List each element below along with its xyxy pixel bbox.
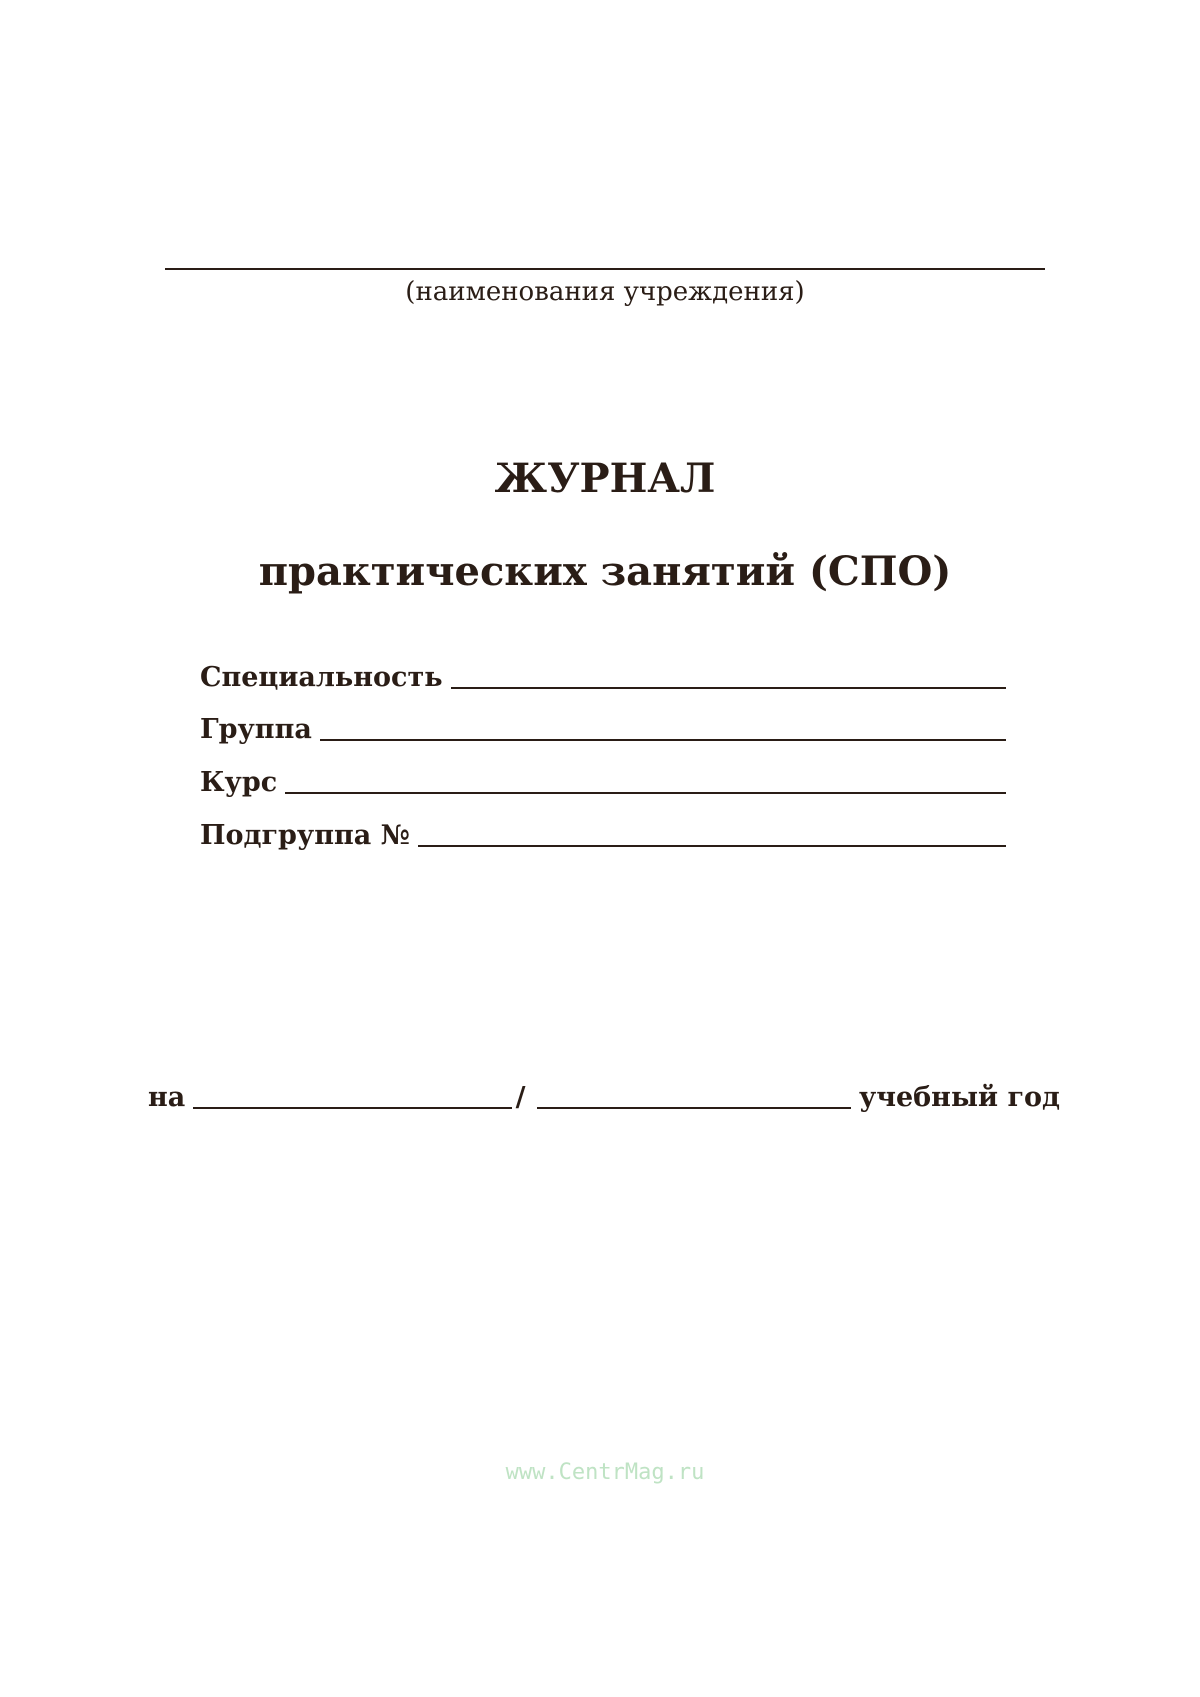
field-group (200, 707, 1006, 747)
field-label-subgroup: Подгруппа № (200, 820, 410, 851)
academic-year-prefix: на (148, 1082, 186, 1113)
journal-subtitle: практических занятий (СПО) (258, 548, 952, 595)
field-specialty (200, 655, 1006, 695)
academic-year-suffix: учебный год (858, 1082, 1060, 1113)
field-label-specialty: Специальность (200, 662, 443, 693)
academic-year-start-line (193, 1107, 511, 1109)
field-course (200, 760, 1006, 800)
academic-year-row (148, 1075, 1060, 1115)
institution-name-line (165, 268, 1045, 270)
journal-title: ЖУРНАЛ (494, 455, 716, 502)
field-label-group: Группа (200, 714, 312, 745)
field-line-specialty (451, 687, 1006, 689)
field-line-course (285, 792, 1006, 794)
academic-year-separator: / (515, 1082, 526, 1113)
field-line-subgroup (418, 845, 1006, 847)
academic-year-end-line (537, 1107, 851, 1109)
site-watermark: www.CentrMag.ru (505, 1460, 705, 1485)
field-label-course: Курс (200, 767, 278, 798)
field-subgroup (200, 813, 1006, 853)
field-line-group (320, 739, 1006, 741)
institution-caption: (наименования учреждения) (405, 277, 805, 307)
